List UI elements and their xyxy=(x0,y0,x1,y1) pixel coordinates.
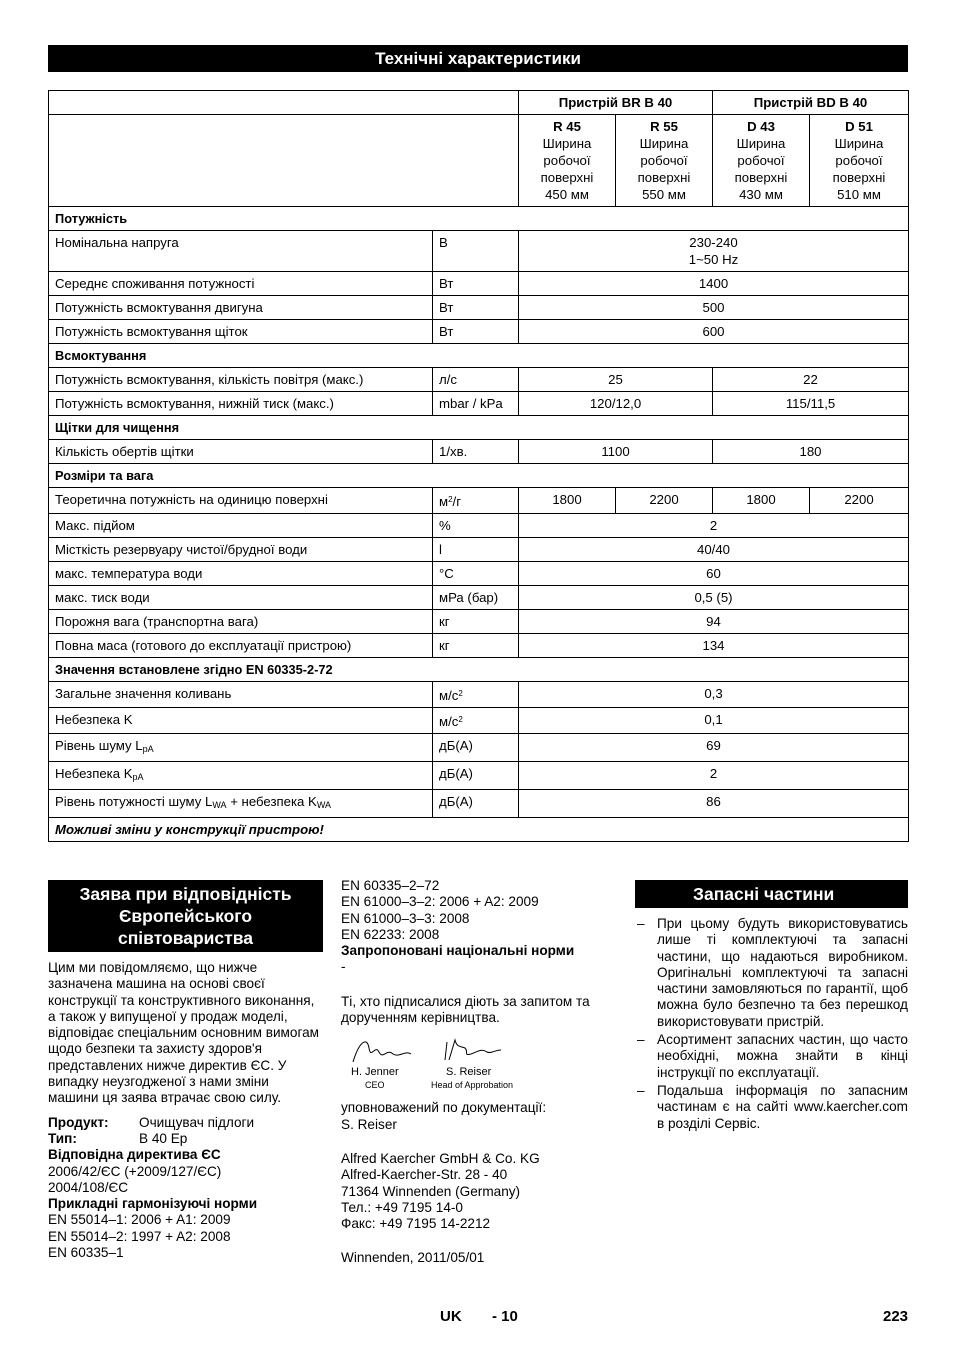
list-item: – Подальша інформація по запасним частинам є на сайті www.kaercher.com в розділі Сервіс. xyxy=(635,1083,908,1132)
spec-table xyxy=(48,90,909,842)
signature-icon xyxy=(349,1034,519,1068)
table-row: Потужність всмоктування, кількість повітря (макс.) л/с 25 22 xyxy=(49,368,909,392)
section-brushes: Щітки для чищення xyxy=(49,416,909,440)
model-d51: D 51 Ширина робочої поверхні 510 мм xyxy=(810,115,909,207)
section-values: Значення встановлене згідно EN 60335-2-72 xyxy=(49,658,909,682)
signatures: H. Jenner CEO S. Reiser Head of Approbation xyxy=(341,1034,621,1096)
group-br-header: Пристрій BR B 40 xyxy=(519,91,713,115)
footer-language: UK xyxy=(440,1308,462,1325)
table-row: Макс. підйом % 2 xyxy=(49,514,909,538)
table-row: Порожня вага (транспортна вага) кг 94 xyxy=(49,610,909,634)
table-row xyxy=(49,115,909,207)
list-item: – Асортимент запасних частин, що часто необхідні, можна знайти в кінці інструкції по експлуатації. xyxy=(635,1032,908,1081)
table-row: Середнє споживання потужності Вт 1400 xyxy=(49,272,909,296)
model-d43: D 43 Ширина робочої поверхні 430 мм xyxy=(713,115,810,207)
footer-section-page: - 10 xyxy=(492,1308,518,1325)
declaration-continued-column: EN 60335–2–72 EN 61000–3–2: 2006 + A2: 2009 EN 61000–3–3: 2008 EN 62233: 2008 Запропоновані національні норми - Ті, хто підписалися діють за запитом та дорученням керівництва. H. Jenner CEO S. Reiser Head of Approbation уповноважений по документації: S. Reiser Alfred Kaercher GmbH & Co. KG Alfred-Kaercher-Str. 28 - 40 71364 Winnenden (Germany) Тел.: +49 7195 14-0 Факс: +49 7195 14-2212 Winnenden, 2011/05/01 xyxy=(341,878,621,1267)
type-line: Тип: B 40 Ep xyxy=(48,1130,188,1146)
model-r45: R 45 Ширина робочої поверхні 450 мм xyxy=(519,115,616,207)
table-row: макс. температура води °C 60 xyxy=(49,562,909,586)
table-row: макс. тиск води мРа (бар) 0,5 (5) xyxy=(49,586,909,610)
table-row: Номінальна напруга В 230-240 1~50 Hz xyxy=(49,231,909,272)
table-row: Кількість обертів щітки 1/хв. 1100 180 xyxy=(49,440,909,464)
table-row: Небезпека KpA дБ(A) 2 xyxy=(49,762,909,790)
declaration-column: Заява при відповідність Європейського співтовариства Цим ми повідомляємо, що нижче зазначена машина на основі своєї конструкції та конструктивного виконання, а також у випущеної у продаж моделі, відповідає спеціальним основним вимогам щодо безпеки та захисту здоров'я представлених нижче директив ЄС. У випадку неузгодженої з нами зміни машини ця заява втрачає свою силу. Продукт: Очищувач підлоги Тип: B 40 Ep Відповідна директива ЄС 2006/42/ЄС (+2009/127/ЄС) 2004/108/ЄС Прикладні гармонізуючі норми EN 55014–1: 2006 + A1: 2009 EN 55014–2: 1997 + A2: 2008 EN 60335–1 xyxy=(48,880,323,1261)
table-row: Небезпека K $м/с^2$ 0,1 xyxy=(49,708,909,734)
declaration-heading: Заява при відповідність Європейського співтовариства xyxy=(48,880,323,952)
design-change-note: Можливі зміни у конструкції пристрою! xyxy=(49,818,909,842)
table-row: Потужність всмоктування, нижній тиск (макс.) mbar / kPa 120/12,0 115/11,5 xyxy=(49,392,909,416)
spare-parts-heading: Запасні частини xyxy=(635,880,908,908)
table-row: Рівень потужності шуму LWA + небезпека KWA дБ(A) 86 xyxy=(49,790,909,818)
group-bd-header: Пристрій BD B 40 xyxy=(713,91,909,115)
section-power: Потужність xyxy=(49,207,909,231)
table-row: Місткість резервуару чистої/брудної води l 40/40 xyxy=(49,538,909,562)
table-row: Потужність всмоктування двигуна Вт 500 xyxy=(49,296,909,320)
declaration-intro: Цим ми повідомляємо, що нижче зазначена машина на основі своєї конструкції та конструктивного виконання, а також у випущеної у продаж моделі, відповідає спеціальним основним вимогам щодо безпеки та захисту здоров'я представлених нижче директив ЄС. У випадку неузгодженої з нами зміни машини ця заява втрачає свою силу. xyxy=(48,960,320,1106)
table-row: Потужність всмоктування щіток Вт 600 xyxy=(49,320,909,344)
table-row xyxy=(49,91,909,115)
table-row: Загальне значення коливань $м/с^2$ 0,3 xyxy=(49,682,909,708)
table-row: Теоретична потужність на одиницю поверхні $м^2/г$ 1800 2200 1800 2200 xyxy=(49,488,909,514)
spare-parts-list xyxy=(635,916,908,1132)
table-row: Повна маса (готового до експлуатації пристрою) кг 134 xyxy=(49,634,909,658)
section-dims: Розміри та вага xyxy=(49,464,909,488)
model-r55: R 55 Ширина робочої поверхні 550 мм xyxy=(616,115,713,207)
section-title: Технічні характеристики xyxy=(48,45,908,72)
list-item: – При цьому будуть використовуватись лише ті комплектуючі та запасні частини, що надаються виробником. Оригінальні комплектуючі та запасні частини замовляються по гарантії, щоб можна було безпечно та без перешкод використовувати пристрій. xyxy=(635,916,908,1030)
section-suction: Всмоктування xyxy=(49,344,909,368)
table-row: Рівень шуму LpA дБ(A) 69 xyxy=(49,734,909,762)
product-line: Продукт: Очищувач підлоги xyxy=(48,1114,255,1130)
footer-page-number: 223 xyxy=(883,1308,909,1325)
spare-parts-column xyxy=(635,880,908,1134)
